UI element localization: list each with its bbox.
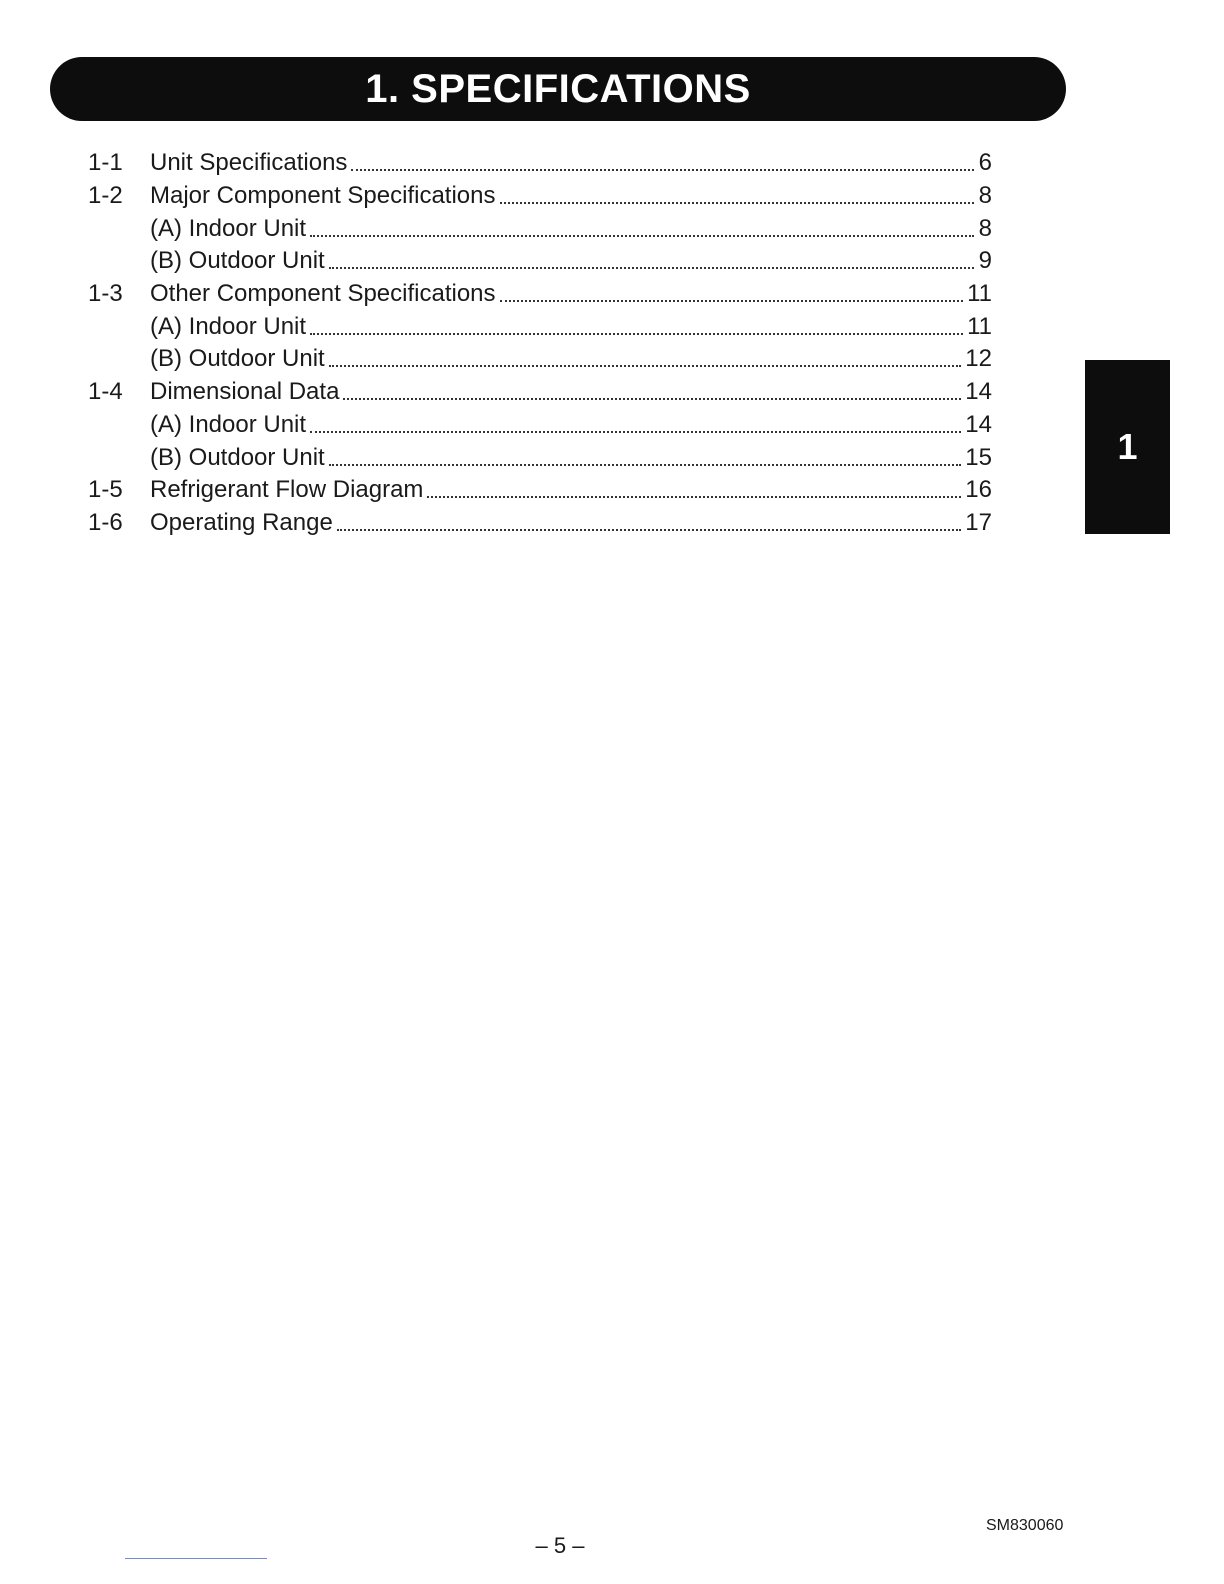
toc-page-number: 8	[978, 182, 992, 210]
toc-section-title: Operating Range	[150, 508, 333, 536]
toc-section-number: 1-2	[88, 182, 123, 210]
toc-section-number: 1-5	[88, 476, 123, 504]
chapter-header-banner	[50, 57, 1066, 121]
toc-page-number: 14	[965, 378, 992, 406]
toc-page-number: 16	[965, 476, 992, 504]
toc-leader-dots	[343, 380, 961, 404]
toc-section-title: Major Component Specifications	[150, 182, 496, 210]
toc-section-title: Other Component Specifications	[150, 280, 496, 308]
toc-section-title: (A) Indoor Unit	[150, 410, 307, 438]
toc-leader-dots	[329, 446, 962, 470]
toc-section-number: 1-6	[88, 508, 123, 536]
toc-subentry[interactable]	[88, 310, 992, 343]
toc-page-number: 15	[965, 443, 992, 471]
toc-section-title: Dimensional Data	[150, 378, 340, 406]
toc-page-number: 6	[978, 149, 992, 177]
chapter-title: 1. SPECIFICATIONS	[365, 67, 751, 111]
document-code: SM830060	[986, 1517, 1064, 1534]
chapter-tab[interactable]	[1085, 360, 1170, 534]
toc-page-number: 11	[967, 280, 992, 308]
toc-subentry[interactable]	[88, 212, 992, 245]
toc-leader-dots	[329, 249, 974, 273]
toc-section-title: (B) Outdoor Unit	[150, 247, 325, 275]
toc-page-number: 8	[978, 214, 992, 242]
toc-section-title: (A) Indoor Unit	[150, 312, 307, 340]
toc-section-number: 1-1	[88, 149, 123, 177]
toc-leader-dots	[337, 511, 962, 535]
toc-leader-dots	[427, 478, 961, 502]
toc-entry[interactable]	[88, 278, 992, 311]
chapter-tab-label: 1	[1117, 426, 1138, 467]
toc-page-number: 12	[965, 345, 992, 373]
toc-subentry[interactable]	[88, 441, 992, 474]
toc-leader-dots	[500, 184, 974, 208]
toc-page-number: 14	[965, 410, 992, 438]
toc-leader-dots	[310, 413, 961, 437]
page-number: – 5 –	[535, 1533, 585, 1558]
toc-subentry[interactable]	[88, 409, 992, 442]
toc-subentry[interactable]	[88, 343, 992, 376]
toc-entry[interactable]	[88, 147, 992, 180]
toc-page-number: 17	[965, 508, 992, 536]
toc-entry[interactable]	[88, 507, 992, 540]
toc-section-title: (B) Outdoor Unit	[150, 345, 325, 373]
toc-entry[interactable]	[88, 180, 992, 213]
toc-leader-dots	[500, 282, 964, 306]
footer-rule	[125, 1558, 267, 1559]
toc-leader-dots	[329, 347, 962, 371]
toc-leader-dots	[310, 315, 963, 339]
toc-section-title: Refrigerant Flow Diagram	[150, 476, 424, 504]
toc-entry[interactable]	[88, 376, 992, 409]
toc-leader-dots	[310, 217, 974, 241]
table-of-contents	[88, 147, 992, 539]
toc-page-number: 11	[967, 312, 992, 340]
toc-entry[interactable]	[88, 474, 992, 507]
toc-subentry[interactable]	[88, 245, 992, 278]
toc-section-number: 1-4	[88, 378, 123, 406]
toc-page-number: 9	[978, 247, 992, 275]
toc-section-title: Unit Specifications	[150, 149, 348, 177]
toc-leader-dots	[351, 151, 974, 175]
toc-section-title: (A) Indoor Unit	[150, 214, 307, 242]
toc-section-title: (B) Outdoor Unit	[150, 443, 325, 471]
toc-section-number: 1-3	[88, 280, 123, 308]
